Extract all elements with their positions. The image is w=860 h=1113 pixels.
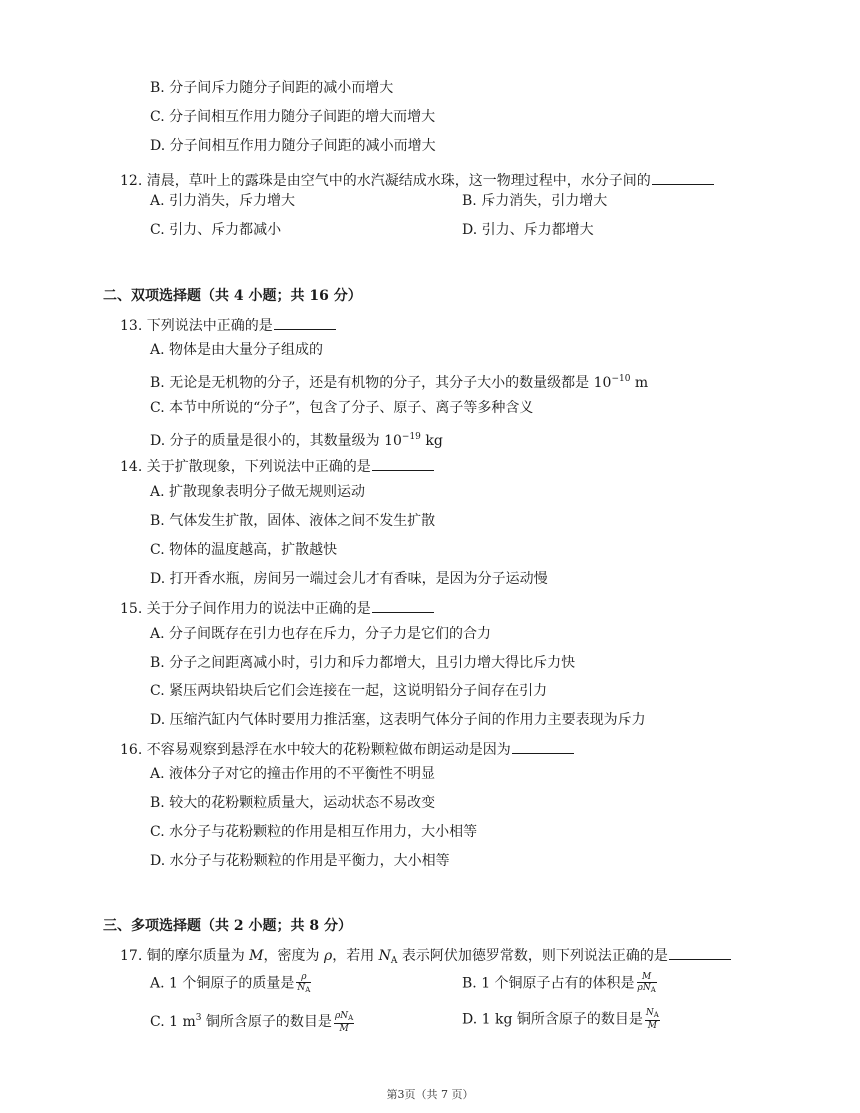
q12-option-b: B. 斥力消失，引力增大: [462, 193, 608, 209]
answer-blank: [372, 456, 434, 471]
answer-blank: [512, 739, 574, 754]
question-13-stem: 13. 下列说法中正确的是: [120, 315, 336, 336]
q14-option-a: A. 扩散现象表明分子做无规则运动: [150, 484, 366, 500]
q13-option-a: A. 物体是由大量分子组成的: [150, 342, 324, 358]
section-3-title: 三、多项选择题（共 2 小题；共 8 分）: [103, 918, 352, 934]
fraction: $\frac{\rho N_A}{M}$: [334, 1010, 354, 1034]
question-14-stem: 14. 关于扩散现象，下列说法中正确的是: [120, 456, 434, 477]
q13-option-c: C. 本节中所说的“分子”，包含了分子、原子、离子等多种含义: [150, 400, 534, 416]
prev-option-b: B. 分子间斥力随分子间距的减小而增大: [150, 80, 394, 96]
page-footer: 第3页（共 7 页）: [386, 1088, 474, 1101]
q16-option-a: A. 液体分子对它的撞击作用的不平衡性不明显: [150, 766, 436, 782]
q17-option-a: A. 1 个铜原子的质量是 $\frac{\rho}{N_A}$: [150, 972, 311, 994]
q13-option-d: D. 分子的质量是很小的，其数量级为 $10^{-19}$ kg: [150, 432, 443, 449]
q17-option-d: D. 1 kg 铜所含原子的数目是 $\frac{N_A}{M}$: [462, 1008, 659, 1031]
question-15-stem: 15. 关于分子间作用力的说法中正确的是: [120, 598, 434, 619]
prev-option-d: D. 分子间相互作用力随分子间距的减小而增大: [150, 138, 436, 154]
q17-option-b: B. 1 个铜原子占有的体积是 $\frac{M}{\rho N_A}$: [462, 972, 656, 994]
question-12-stem: 12. 清晨，草叶上的露珠是由空气中的水汽凝结成水珠，这一物理过程中，水分子间的: [120, 170, 714, 191]
q16-option-b: B. 较大的花粉颗粒质量大，运动状态不易改变: [150, 795, 436, 811]
q15-option-c: C. 紧压两块铅块后它们会连接在一起，这说明铅分子间存在引力: [150, 683, 548, 699]
fraction: $\frac{M}{\rho N_A}$: [637, 972, 656, 994]
q12-option-c: C. 引力、斥力都减小: [150, 222, 282, 238]
q15-option-b: B. 分子之间距离减小时，引力和斥力都增大，且引力增大得比斥力快: [150, 655, 576, 671]
q17-option-c: C. 1 $m^3$ 铜所含原子的数目是 $\frac{\rho N_A}{M}$: [150, 1010, 354, 1034]
q14-option-c: C. 物体的温度越高，扩散越快: [150, 542, 338, 558]
answer-blank: [372, 598, 434, 613]
q15-option-a: A. 分子间既存在引力也存在斥力，分子力是它们的合力: [150, 626, 492, 642]
answer-blank: [274, 315, 336, 330]
q13-option-b: B. 无论是无机物的分子，还是有机物的分子，其分子大小的数量级都是 $10^{-10}$ m: [150, 374, 649, 391]
q15-option-d: D. 压缩汽缸内气体时要用力推活塞，这表明气体分子间的作用力主要表现为斥力: [150, 712, 646, 728]
question-17-stem: 17. 铜的摩尔质量为 M，密度为 ρ，若用 $N_A$ 表示阿伏加德罗常数，则下列说法正确的是: [120, 945, 731, 971]
section-2-title: 二、双项选择题（共 4 小题；共 16 分）: [103, 288, 362, 304]
question-16-stem: 16. 不容易观察到悬浮在水中较大的花粉颗粒做布朗运动是因为: [120, 739, 574, 760]
q16-option-c: C. 水分子与花粉颗粒的作用是相互作用力，大小相等: [150, 824, 478, 840]
prev-option-c: C. 分子间相互作用力随分子间距的增大而增大: [150, 109, 436, 125]
q12-option-a: A. 引力消失，斥力增大: [150, 193, 296, 209]
fraction: $\frac{N_A}{M}$: [645, 1008, 659, 1031]
q14-option-d: D. 打开香水瓶，房间另一端过会儿才有香味，是因为分子运动慢: [150, 571, 548, 587]
answer-blank: [669, 945, 731, 960]
answer-blank: [652, 170, 714, 185]
fraction: $\frac{\rho}{N_A}$: [297, 972, 311, 994]
q14-option-b: B. 气体发生扩散，固体、液体之间不发生扩散: [150, 513, 436, 529]
q16-option-d: D. 水分子与花粉颗粒的作用是平衡力，大小相等: [150, 853, 450, 869]
q12-option-d: D. 引力、斥力都增大: [462, 222, 594, 238]
